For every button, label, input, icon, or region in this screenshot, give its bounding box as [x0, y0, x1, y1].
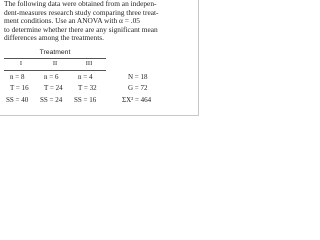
summary-cell: G = 72 — [128, 84, 148, 92]
table-cell: n = 6 — [44, 73, 59, 81]
column-header-iii: III — [85, 60, 93, 67]
paragraph-line: The following data were obtained from an indepen- — [4, 0, 157, 8]
table-cell: SS = 40 — [6, 96, 29, 104]
summary-cell: N = 18 — [128, 73, 148, 81]
table-cell: SS = 24 — [40, 96, 63, 104]
problem-paragraph — [4, 0, 197, 43]
summary-cell: ΣX² = 464 — [122, 96, 152, 104]
column-header-ii: II — [52, 60, 58, 67]
table-cell: T = 32 — [78, 84, 97, 92]
table-cell: T = 24 — [44, 84, 63, 92]
column-header-i: I — [19, 60, 23, 67]
problem-card — [0, 0, 199, 116]
table-cell: n = 8 — [10, 73, 25, 81]
table-cell: T = 16 — [10, 84, 29, 92]
table-header-rule — [4, 70, 106, 71]
paragraph-line: to determine whether there are any significant mean — [4, 24, 158, 34]
table-top-rule — [4, 58, 106, 59]
paragraph-line: differences among the treatments. — [4, 33, 105, 43]
paragraph-line: ment conditions. Use an ANOVA with α = .05 — [4, 16, 141, 26]
table-cell: n = 4 — [78, 73, 93, 81]
table-cell: SS = 16 — [74, 96, 97, 104]
table-caption: Treatment — [39, 49, 71, 56]
paragraph-line: dent-measures research study comparing three treat- — [4, 7, 159, 17]
